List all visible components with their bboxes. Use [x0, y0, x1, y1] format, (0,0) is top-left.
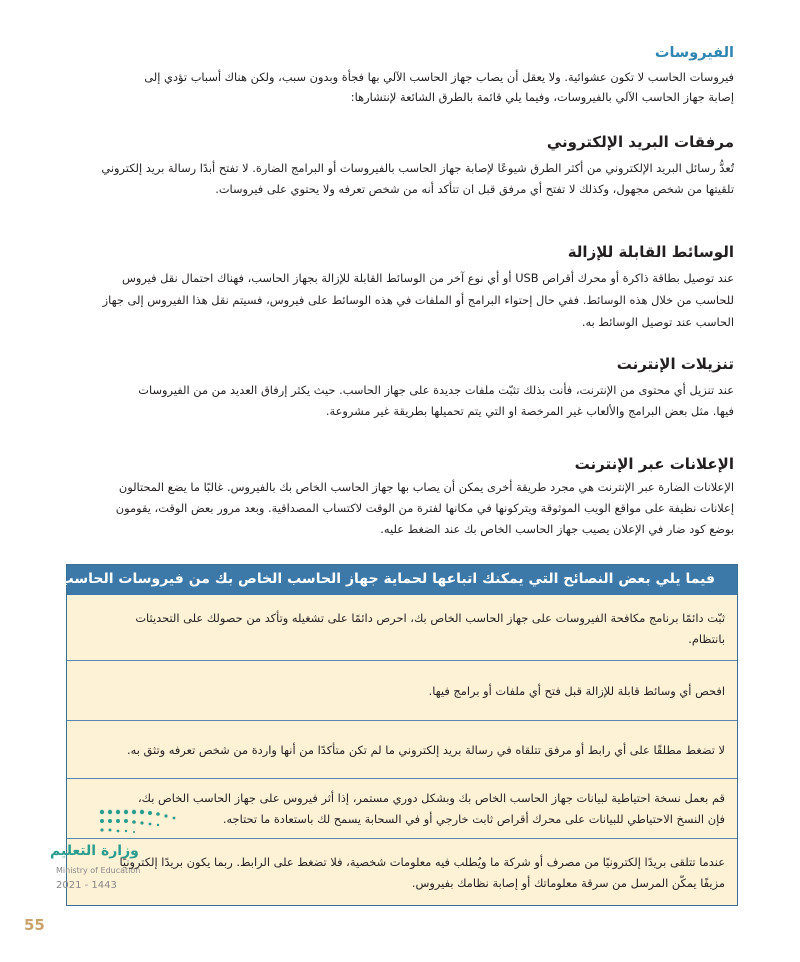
paragraph-line: تُعدُّ رسائل البريد الإلكتروني من أكثر الطرق شيوعًا لإصابة جهاز الحاسب بالفيروسات أو البرامج الضارة. لا تفتح أبدًا رسالة بريد إلكتروني [101, 161, 734, 175]
tip-text: قم بعمل نسخة احتياطية لبيانات جهاز الحاسب الخاص بك وبشكل دوري مستمر، إذا أثر فيروس على جهاز الحاسب الخاص بك، [137, 791, 725, 805]
section-title-viruses: الفيروسات [654, 45, 734, 61]
ministry-name-english: Ministry of Education [56, 866, 141, 875]
section-title-downloads: تنزيلات الإنترنت [616, 355, 734, 373]
paragraph-line: إصابة جهاز الحاسب الآلي بالفيروسات، وفيما يلي قائمة بالطرق الشائعة لإنتشارها: [350, 90, 734, 104]
page-number: 55 [24, 916, 45, 934]
tip-row [67, 720, 737, 779]
section-title-removable: الوسائط القابلة للإزالة [567, 243, 734, 261]
tip-text: لا تضغط مطلقًا على أي رابط أو مرفق تتلقاه في رسالة بريد إلكتروني ما لم تكن متأكدًا من أنها واردة من شخص تعرفه وتثق به. [126, 743, 725, 757]
paragraph-line: للحاسب من خلال هذه الوسائط. ففي حال إحتواء البرامج أو الملفات في هذه الوسائط على فيروس، فسيتم نقل هذا الفيروس إلى جهاز [102, 293, 734, 307]
tip-row [67, 660, 737, 721]
tip-text: ثبّت دائمًا برنامج مكافحة الفيروسات على جهاز الحاسب الخاص بك، احرص دائمًا على تشغيله وتأكد من حصولك على التحديثات [135, 611, 725, 625]
tips-box-title: فيما يلي بعض النصائح التي يمكنك اتباعها لحماية جهاز الحاسب الخاص بك من فيروسات الحاسب: [53, 571, 715, 587]
tips-box [53, 564, 738, 906]
tip-text: بانتظام. [688, 632, 725, 646]
paragraph-line: بوضع كود ضار في الإعلان يصيب جهاز الحاسب الخاص بك عند الضغط عليه. [380, 522, 734, 536]
paragraph-line: إعلانات نظيفة على مواقع الويب الموثوقة ويتركونها في مكانها لفترة من الوقت لاكتساب المصداقية. وبعد مرور بعض الوقت، يقومون [115, 501, 734, 515]
tip-text: عندما تتلقى بريدًا إلكترونيًا من مصرف أو شركة ما ويُطلب فيه معلومات شخصية، فلا تضغط على الرابط. ربما يكون بريدًا إلكترونيًا [119, 855, 725, 869]
ministry-name-arabic: وزارة التعليم [50, 843, 139, 859]
paragraph-line: عند توصيل بطاقة ذاكرة أو محرك أقراص USB أو أي نوع آخر من الوسائط القابلة للإزالة بجهاز الحاسب، فهناك احتمال نقل فيروس [121, 271, 734, 285]
tip-row [67, 595, 737, 660]
section-title-ads: الإعلانات عبر الإنترنت [574, 455, 734, 473]
paragraph-line: تلقيتها من شخص مجهول، وكذلك لا تفتح أي مرفق قبل ان تتأكد أنه من شخص تعرفه ولا يحتوي على فيروسات. [215, 182, 734, 196]
section-title-email: مرفقات البريد الإلكتروني [546, 133, 734, 151]
ministry-logo-icon [96, 806, 186, 836]
tip-text: افحص أي وسائط قابلة للإزالة قبل فتح أي ملفات أو برامج فيها. [428, 684, 725, 698]
paragraph-line: عند تنزيل أي محتوى من الإنترنت، فأنت بذلك تثبّت ملفات جديدة على جهاز الحاسب. حيث يكثر إرفاق العديد من من الفيروسات [138, 383, 734, 397]
paragraph-line: الإعلانات الضارة عبر الإنترنت هي مجرد طريقة أخرى يمكن أن يصاب بها جهاز الحاسب الخاص بك بالفيروس. غالبًا ما يضع المحتالون [118, 480, 734, 494]
tips-box-header [53, 565, 737, 595]
paragraph-line: الحاسب عند توصيل الوسائط به. [581, 315, 734, 329]
paragraph-line: فيروسات الحاسب لا تكون عشوائية. ولا يعقل أن يصاب جهاز الحاسب الآلي بها فجأة وبدون سبب، ولكن هناك أسباب تؤدي إلى [144, 70, 734, 84]
edition-year: 2021 - 1443 [56, 880, 117, 891]
tip-text: مزيفًا يمكّن المرسل من سرقة معلوماتك أو إصابة نظامك بفيروس. [411, 876, 725, 890]
tip-row [67, 838, 737, 905]
tip-text: فإن النسخ الاحتياطي للبيانات على محرك أقراص ثابت خارجي أو في السحابة يسمح لك باستعادة ما تحتاجه. [222, 812, 725, 826]
paragraph-line: فيها. مثل بعض البرامج والألعاب غير المرخصة او التي يتم تحميلها بطريقة غير مشروعة. [325, 404, 734, 418]
